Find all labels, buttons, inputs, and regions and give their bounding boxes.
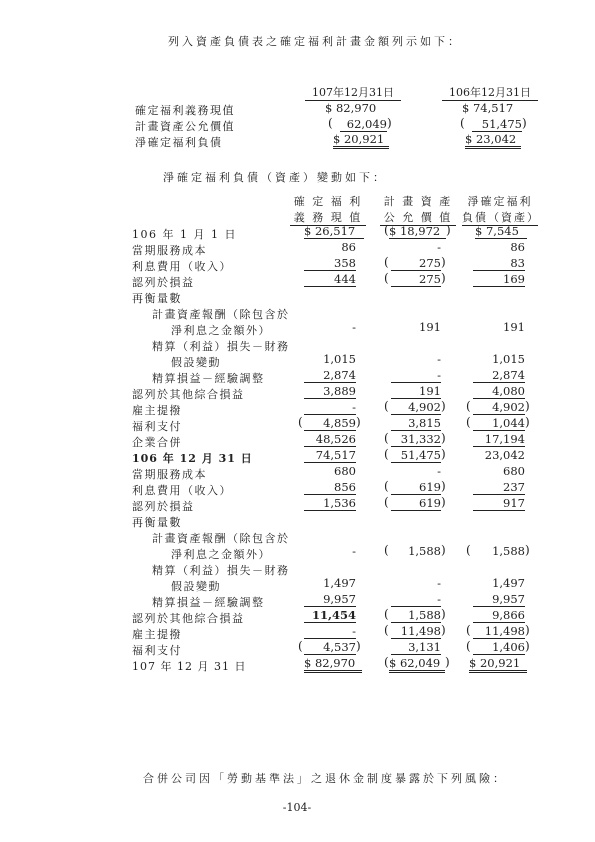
table2-cell-c: 1,588	[492, 544, 525, 558]
paren-close: )	[525, 623, 530, 637]
table2-cell-c: 2,874	[473, 368, 525, 383]
table1-col-header-2017: 106年12月31日	[442, 84, 538, 101]
table2-cell-c: 1,497	[492, 576, 525, 590]
table2-row-label: 計畫資產報酬（除包含於	[152, 532, 290, 545]
table2-cell-a: 9,957	[304, 592, 356, 607]
paren-close: )	[441, 271, 446, 285]
paren-close: )	[441, 623, 446, 637]
paren-open: (	[384, 607, 389, 621]
table2-cell-b: 51,475	[391, 448, 441, 463]
table1-cell: $ 20,921	[333, 132, 389, 149]
page-number: -104-	[282, 801, 312, 814]
table1-cell: $ 82,970	[325, 101, 377, 115]
table2-row-label: 淨利息之金額外）	[171, 548, 271, 561]
table2-cell-c: 1,406	[473, 640, 525, 655]
table2-row-label: 107 年 12 月 31 日	[132, 660, 247, 673]
paren-close: )	[441, 543, 446, 557]
table2-cell-b: -	[391, 368, 441, 383]
table2-row-label: 精算損益－經驗調整	[152, 596, 265, 609]
paren-open: (	[384, 447, 389, 461]
intro-text-2: 淨確定福利負債（資產）變動如下：	[163, 171, 387, 184]
table2-cell-c: 191	[503, 320, 525, 334]
table2-cell-a: 444	[304, 272, 356, 287]
table2-cell-a: $ 82,970	[304, 656, 362, 673]
table2-cell-a: 1,015	[323, 352, 356, 366]
table2-cell-b: -	[437, 576, 441, 590]
table1-cell: 51,475	[472, 117, 522, 132]
table1-cell: 62,049	[340, 117, 387, 132]
table2-cell-a: 74,517	[304, 448, 356, 463]
table2-cell-c: $ 20,921	[469, 656, 527, 673]
table2-row-label: 福利支付	[132, 420, 182, 433]
table2-cell-b: 191	[419, 320, 441, 334]
table2-cell-b: 275	[391, 272, 441, 287]
table2-row-label: 再衡量數	[132, 292, 182, 305]
paren-open: (	[384, 223, 389, 237]
table1-cell: $ 23,042	[465, 132, 521, 149]
table2-row-label: 認列於其他綜合損益	[132, 388, 245, 401]
table2-cell-a: 11,454	[304, 608, 356, 623]
paren-close: )	[446, 223, 451, 237]
paren-open: (	[466, 639, 471, 653]
table2-cell-b: -	[437, 352, 441, 366]
paren-close: )	[441, 607, 446, 621]
table2-cell-b: 275	[391, 256, 441, 271]
table2-cell-a: 856	[304, 480, 356, 495]
table2-cell-a: 86	[341, 240, 356, 254]
table2-row-label: 利息費用（收入）	[132, 260, 232, 273]
paren-open: (	[384, 495, 389, 509]
table2-cell-c: $ 7,545	[475, 224, 527, 239]
paren-close: )	[441, 479, 446, 493]
table2-cell-a: 1,497	[323, 576, 356, 590]
paren-close: )	[445, 655, 450, 669]
table2-cell-a: 3,889	[304, 384, 356, 399]
paren-open: (	[298, 415, 303, 429]
table2-row-label: 計畫資產報酬（除包含於	[152, 308, 290, 321]
table2-row-label: 認列於損益	[132, 276, 195, 289]
col-a-header-2: 義 務 現 值	[290, 209, 366, 226]
table2-row-label: 當期服務成本	[132, 244, 207, 257]
table2-cell-b: 1,588	[408, 544, 441, 558]
table2-cell-a: $ 26,517	[304, 224, 364, 239]
table2-cell-b: 31,332	[391, 432, 441, 447]
table2-cell-c: 1,044	[473, 416, 525, 431]
table2-cell-a: -	[352, 544, 356, 558]
table2-row-label: 雇主提撥	[132, 628, 182, 641]
table1-row-label: 確定福利義務現值	[135, 104, 235, 117]
table2-cell-c: 917	[473, 496, 525, 511]
table2-cell-b: -	[437, 240, 441, 254]
table2-cell-a: 2,874	[304, 368, 356, 383]
table2-cell-a: 4,859	[304, 416, 356, 431]
paren-close: )	[525, 399, 530, 413]
intro-text-1: 列入資產負債表之確定福利計畫金額列示如下：	[168, 35, 462, 48]
table2-cell-b: $ 18,972	[389, 224, 446, 239]
table2-cell-a: 680	[334, 464, 356, 478]
table2-cell-c: 23,042	[484, 448, 525, 462]
table2-row-label: 假設變動	[171, 580, 221, 593]
table2-row-label: 認列於其他綜合損益	[132, 612, 245, 625]
paren-open: (	[384, 431, 389, 445]
table2-row-label: 假設變動	[171, 356, 221, 369]
table2-cell-c: 17,194	[473, 432, 525, 447]
paren-open: (	[384, 399, 389, 413]
paren-open: (	[384, 271, 389, 285]
paren-close: )	[387, 116, 392, 130]
paren-open: (	[460, 116, 465, 130]
table2-cell-a: -	[352, 320, 356, 334]
paren-close: )	[356, 415, 361, 429]
col-b-header-1: 計 畫 資 產	[383, 195, 453, 208]
table2-row-label: 淨利息之金額外）	[171, 324, 271, 337]
table1-row-label: 淨確定福利負債	[135, 136, 223, 149]
col-b-header-2: 公 允 價 值	[380, 209, 456, 226]
table2-cell-b: -	[437, 464, 441, 478]
table2-cell-a: 4,537	[304, 640, 356, 655]
paren-close: )	[525, 543, 530, 557]
paren-close: )	[441, 399, 446, 413]
table2-cell-c: 1,015	[492, 352, 525, 366]
table2-row-label: 雇主提撥	[132, 404, 182, 417]
table2-cell-b: 3,815	[391, 416, 441, 431]
paren-close: )	[441, 255, 446, 269]
table2-cell-b: $ 62,049	[389, 656, 445, 673]
col-a-header-1: 確 定 福 利	[293, 195, 363, 208]
paren-open: (	[384, 543, 389, 557]
paren-close: )	[525, 415, 530, 429]
paren-close: )	[522, 116, 527, 130]
paren-close: )	[441, 495, 446, 509]
paren-open: (	[466, 399, 471, 413]
paren-open: (	[328, 116, 333, 130]
col-c-header-1: 淨確定福利	[467, 195, 533, 208]
table2-cell-c: 11,498	[473, 624, 525, 639]
paren-close: )	[525, 639, 530, 653]
table2-cell-c: 9,957	[473, 592, 525, 607]
table2-cell-c: 4,080	[473, 384, 525, 399]
paren-close: )	[441, 431, 446, 445]
table2-row-label: 精算（利益）損失－財務	[152, 564, 290, 577]
table2-cell-b: 1,588	[391, 608, 441, 623]
table1-cell: $ 74,517	[462, 101, 514, 115]
table2-cell-a: -	[304, 400, 356, 415]
paren-close: )	[441, 447, 446, 461]
table2-cell-a: 48,526	[304, 432, 356, 447]
table2-cell-c: 86	[510, 240, 525, 254]
table2-row-label: 當期服務成本	[132, 468, 207, 481]
table2-cell-c: 169	[473, 272, 525, 287]
footer-text: 合併公司因「勞動基準法」之退休金制度暴露於下列風險：	[143, 772, 507, 785]
table2-row-label: 利息費用（收入）	[132, 484, 232, 497]
col-c-header-2: 負債（資產）	[462, 211, 540, 224]
table2-cell-b: 3,131	[391, 640, 441, 655]
table2-row-label: 精算損益－經驗調整	[152, 372, 265, 385]
table2-cell-c: 237	[473, 480, 525, 495]
table2-cell-a: 1,536	[304, 496, 356, 511]
table2-cell-c: 680	[503, 464, 525, 478]
table2-cell-a: 358	[304, 256, 356, 271]
table2-cell-c: 4,902	[473, 400, 525, 415]
table1-row-label: 計畫資產公允價值	[135, 120, 235, 133]
table2-cell-c: 9,866	[473, 608, 525, 623]
table2-row-label: 福利支付	[132, 644, 182, 657]
table2-row-label: 認列於損益	[132, 500, 195, 513]
paren-open: (	[384, 623, 389, 637]
paren-open: (	[384, 655, 389, 669]
table2-row-label: 106 年 12 月 31 日	[132, 452, 253, 465]
paren-open: (	[466, 415, 471, 429]
table2-cell-a: -	[304, 624, 356, 639]
table2-row-label: 再衡量數	[132, 516, 182, 529]
table2-cell-b: 11,498	[391, 624, 441, 639]
paren-open: (	[384, 479, 389, 493]
table2-row-label: 106 年 1 月 1 日	[132, 228, 237, 241]
table2-cell-b: -	[391, 592, 441, 607]
table2-row-label: 企業合併	[132, 436, 182, 449]
table2-cell-b: 619	[391, 496, 441, 511]
table2-cell-b: 191	[391, 384, 441, 399]
paren-open: (	[466, 623, 471, 637]
paren-open: (	[298, 639, 303, 653]
table2-cell-b: 619	[391, 480, 441, 495]
paren-open: (	[384, 255, 389, 269]
table1-col-header-2018: 107年12月31日	[305, 84, 401, 101]
table2-cell-c: 83	[473, 256, 525, 271]
table2-cell-b: 4,902	[391, 400, 441, 415]
paren-close: )	[356, 639, 361, 653]
paren-open: (	[466, 543, 471, 557]
table2-row-label: 精算（利益）損失－財務	[152, 340, 290, 353]
